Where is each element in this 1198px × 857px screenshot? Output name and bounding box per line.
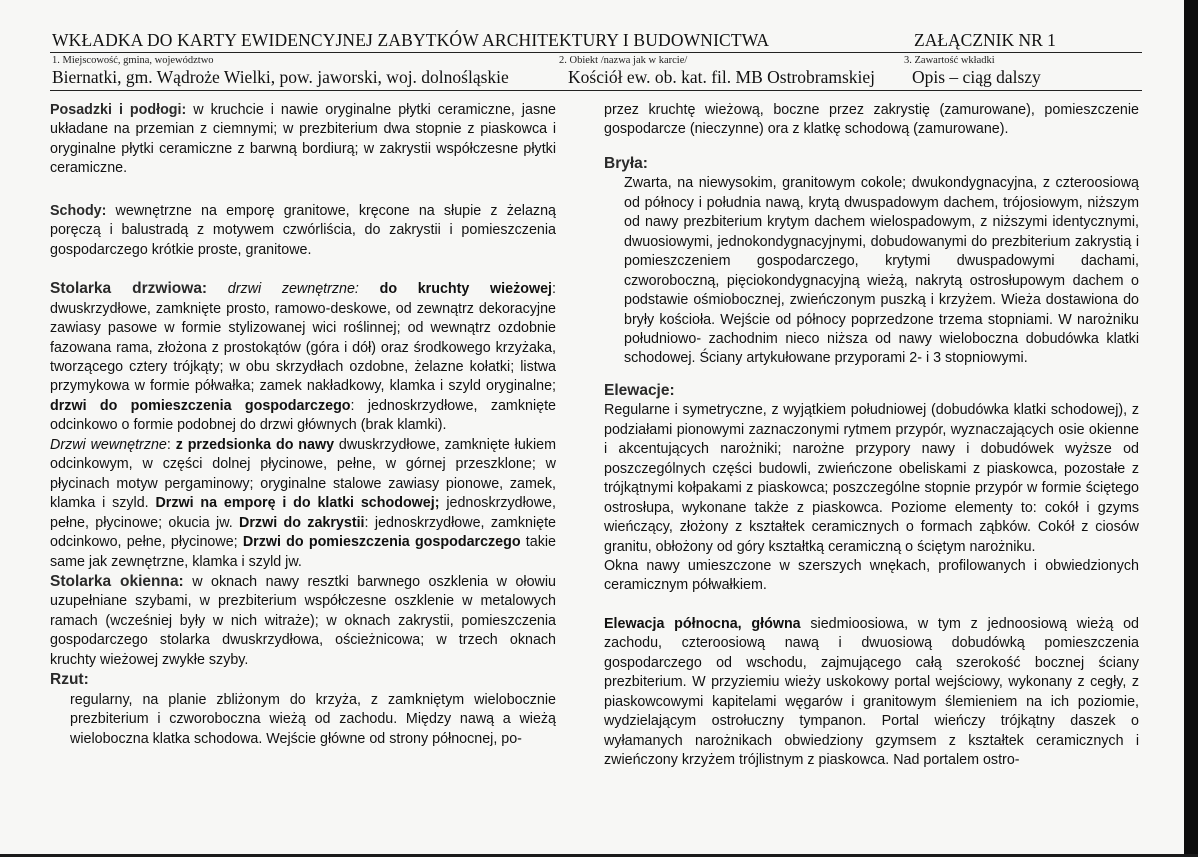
scan-edge-right [1184,0,1198,857]
right-column [604,101,1139,771]
stairs-text: wewnętrzne na emporę granitowe, kręcone na słupie z żelazną poręczą i balustradą z motywem czwórliścia, do zakrystii i pomieszczenia gospodarczego krótkie proste, granitowe. [50,202,556,258]
object-label: 2. Obiekt /nazwa jak w karcie/ [559,55,688,66]
header-rule-top [50,52,1142,53]
door-joinery-paragraph: Stolarka drzwiowa: drzwi zewnętrzne: do kruchty wieżowej: dwuskrzydłowe, zamknięte prosto, ramowo-deskowe, od zewnątrz dekoracyjne zawiasy pasowe w formie stylizowanej wici roślinnej; od wewnątrz ozdobnie fazowana rama, złożona z prostokątów (góra i dół) oraz środkowego krzyżaka, tworzącego cztery trójkąty; w obu skrzydłach ozdobne, żelazne kołatki; listwa przymykowa w formie półwałka; zamek nakładkowy, klamka i szyld oryginalne; drzwi do pomieszczenia gospodarczego: jednoskrzydłowe, zamknięte odcinkowo o formie podobnej do drzwi głównych (brak klamki). [50,280,556,434]
locality-label: 1. Miejscowość, gmina, województwo [52,55,214,66]
inner-doors-paragraph: Drzwi wewnętrzne: z przedsionka do nawy dwuskrzydłowe, zamknięte łukiem odcinkowym, w części dolnej płycinowe, pełne, w górnej przeszklone; w płycinach motyw pergaminowy; oryginalne stalowe zawiasy pionowe, zamek, klamka i szyld. Drzwi na emporę i do klatki schodowej; jednoskrzydłowe, pełne, płycinowe; okucia jw. Drzwi do zakrystii: jednoskrzydłowe, zamknięte odcinkowo, pełne, płycinowe; Drzwi do pomieszczenia gospodarczego takie same jak zewnętrzne, klamka i szyld jw. [50,436,557,570]
elevations-windows-text: Okna nawy umieszczone w szerszych wnękach, profilowanych i obwiedzionych ceramicznym półwałkiem. [604,557,1139,594]
content-value: Opis – ciąg dalszy [912,67,1041,87]
content-label: 3. Zawartość wkładki [904,55,995,66]
plan-heading: Rzut: [50,671,89,689]
header-rule-bottom [50,90,1142,91]
locality-value: Biernatki, gm. Wądroże Wielki, pow. jaworski, woj. dolnośląskie [52,67,509,87]
object-value: Kościół ew. ob. kat. fil. MB Ostrobramskiej [568,67,876,87]
massing-text: Zwarta, na niewysokim, granitowym cokole; dwukondygnacyjna, z czteroosiową od północy i południa nawą, krytą dwuspadowym dachem, trójosiowym, niższym od nawy prezbiterium krytym dachem wielospadowym, z niższymi identycznymi, dwuosiowymi, jednokondygnacyjnymi, dobudowanymi do prezbiterium zakrystią i pomieszczeniem gospodarczego, krytymi dwuspadowymi dachami, czworoboczną, pięciokondygnacyjną wieżą, nakrytą ostrosłupowym dachem o podstawie ośmiobocznej, zwieńczonym puszką i krzyżem. Wieża dostawiona do bryły kościoła. Wejście od północy poprzedzone trzema stopniami. W narożniku południowo- zachodnim nieco niższa od nawy wieloboczna dobudówka klatki schodowej. Ściany artykułowane przyporami 2- i 3 stopniowymi. [624,175,1139,367]
floors-heading: Posadzki i podłogi: [50,102,187,118]
form-title: WKŁADKA DO KARTY EWIDENCYJNEJ ZABYTKÓW ARCHITEKTURY I BUDOWNICTWA [52,30,770,50]
entrance-text: przez kruchtę wieżową, boczne przez zakrystię (zamurowane), pomieszczenie gospodarcze (nieczynne) ora z klatkę schodową (zamurowane). [604,102,1139,138]
massing-heading: Bryła: [604,154,648,172]
window-joinery-paragraph: Stolarka okienna: w oknach nawy resztki barwnego oszklenia w ołowiu uzupełniane szybami, w prezbiterium współczesne oszklenie w metalowych ramach (wcześniej były w nich witraże); w oknach zakrystii, pomieszczenia gospodarczego stolarka dwuskrzydłowa, ościeżnicowa; w trzech oknach kruchty wieżowej zwykłe szyby. [50,572,556,668]
door-joinery-heading: Stolarka drzwiowa: [50,280,208,298]
elevations-text: Regularne i symetryczne, z wyjątkiem południowej (dobudówka klatki schodowej), z podziałami pionowymi zaznaczonymi rytmem przypór, wyznaczających osie okienne i akcentujących narożniki; narożne przypory nawy i dobudówek wyższe od poszczególnych części budowli, zwieńczone obeliskami z piaskowca, pozostałe z trójkątnymi kołpakami z piaskowca; poszczególne stopnie przypór w formie ściętego ostrosłupa, wykonane także z piaskowca. Poziome elementy to: cokół i gzyms wieńczący, złożony z kształtek ceramicznych o formach ząbków. Cokół z ciosów granitu, obłożony od góry kształtką ceramiczną o ściętym narożniku. [604,402,1139,555]
floors-text: w kruchcie i nawie oryginalne płytki ceramiczne, jasne układane na przemian z ciemnymi; w prezbiterium dwa stopnie z piaskowca i oryginalne płytki ceramiczne z barwną bordiurą; w zakrystii współczesne płytki ceramiczne. [50,102,556,177]
plan-heading-line [50,670,556,690]
stairs-paragraph [50,202,556,260]
stairs-heading: Schody: [50,202,107,219]
massing-heading-line [604,154,1139,174]
north-elevation-paragraph: Elewacja północna, główna siedmioosiowa, w tym z jednoosiową wieżą od zachodu, czteroosiową nawą i dwuosiową dobudówką pomieszczenia gospodarczego od wschodu, zajmującego całą szerokość bocznej ściany prezbiterium. W przyziemiu wieży uskokowy portal wejściowy, wykonany z cegły, z piaskowcowymi kapitelami węgarów i granitowym ślemieniem na ich poziomie, wydzielającym ostrołuczny tympanon. Portal wieńczy trójkątny daszek o wyłamanych narożnikach obwiedziony gzymsem z kształtek ceramicznych i zwieńczony krzyżem trójlistnym z piaskowca. Nad portalem ostro- [604,615,1139,769]
elevations-heading-line [604,381,1139,401]
plan-text: regularny, na planie zbliżonym do krzyża, z zamkniętym wielobocznie prezbiterium i czworoboczna wieżą od zachodu. Między nawą a wieżą wieloboczna klatka schodowa. Wejście główne od strony północnej, po- [70,691,556,747]
annex-number: ZAŁĄCZNIK NR 1 [914,30,1056,50]
window-joinery-heading: Stolarka okienna: [50,572,184,590]
north-elevation-heading: Elewacja północna, główna [604,615,801,632]
form-header [50,28,1142,87]
left-column [50,101,556,749]
floors-paragraph [50,101,556,179]
elevations-heading: Elewacje: [604,381,675,399]
